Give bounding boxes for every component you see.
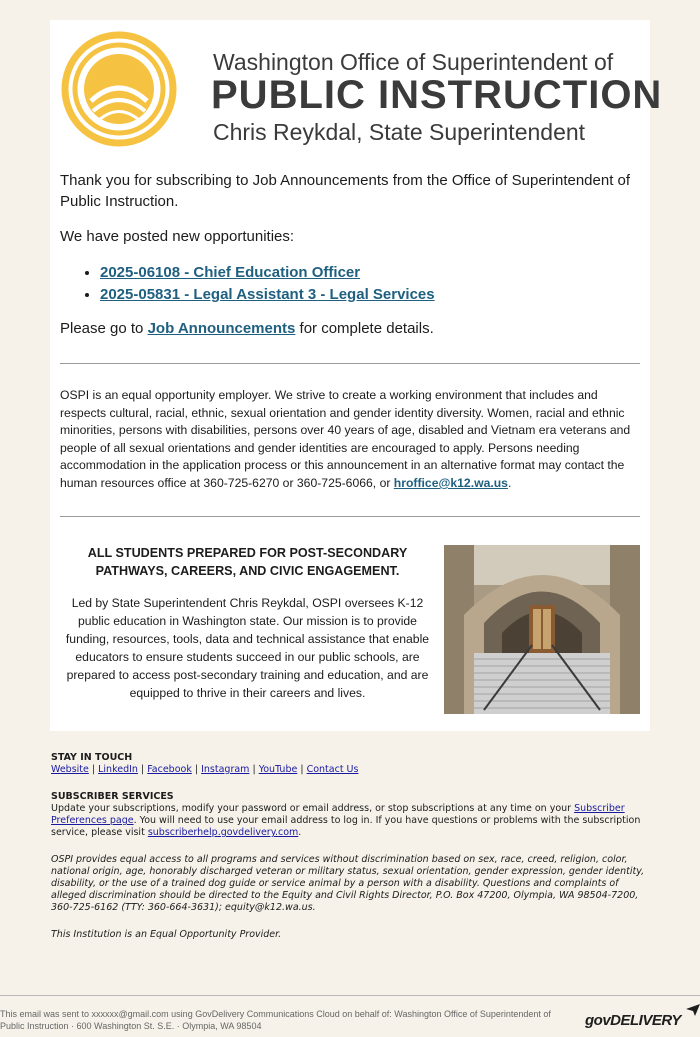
- goto-after: for complete details.: [295, 320, 434, 337]
- divider: [60, 363, 640, 364]
- header-line-3: Chris Reykdal, State Superintendent: [213, 119, 586, 145]
- equal-opportunity-statement: This Institution is an Equal Opportunity Provider.: [51, 929, 282, 940]
- email-card: [50, 20, 663, 731]
- mission-heading: ALL STUDENTS PREPARED FOR POST-SECONDARY PATHWAYS, CAREERS, AND CIVIC ENGAGEMENT.: [87, 546, 408, 578]
- job-list: [60, 262, 435, 306]
- email-footer: [51, 752, 651, 941]
- govdelivery-logo: govDELIVERY: [585, 1012, 681, 1029]
- header-line-1: Washington Office of Superintendent of: [213, 49, 614, 75]
- goto-before: Please go to: [60, 320, 148, 337]
- sub-text-1: Update your subscriptions, modify your password or email address, or stop subscriptions at any time on your: [51, 803, 575, 814]
- separator: |: [249, 764, 259, 775]
- stay-in-touch-title: STAY IN TOUCH: [51, 752, 133, 763]
- instagram-link[interactable]: Instagram: [201, 764, 250, 775]
- separator: |: [191, 764, 202, 775]
- ospi-sun-logo-icon: [61, 31, 177, 147]
- eeo-text: OSPI is an equal opportunity employer. We strive to create a working environment that includes and respects cultural, racial, ethnic, sexual orientation and gender identity diversity. Women, racial and ethnic minorities, persons with disabilities, persons over 40 years of age, disabled and Vietnam era veterans and people of all sexual orientations and gender identities are encouraged to apply. Persons needing accommodation in the application process or this announcement in an alternative format may contact the human resources office at 360-725-6270 or 360-725-6066, or: [60, 388, 631, 490]
- divider: [0, 995, 700, 996]
- sub-text-3: .: [298, 827, 302, 838]
- subscriber-preferences-link[interactable]: Subscriber Preferences page: [51, 803, 625, 826]
- posted-text: We have posted new opportunities:: [60, 228, 295, 245]
- job-link-1[interactable]: 2025-06108 - Chief Education Officer: [100, 264, 361, 281]
- divider: [60, 516, 640, 517]
- separator: |: [297, 764, 307, 775]
- list-item: [100, 284, 435, 306]
- subscriber-services-title: SUBSCRIBER SERVICES: [51, 791, 174, 802]
- subscriber-help-link[interactable]: subscriberhelp.govdelivery.com: [147, 827, 299, 838]
- intro-text: Thank you for subscribing to Job Announcements from the Office of Superintendent of Public Instruction.: [60, 172, 631, 210]
- facebook-link[interactable]: Facebook: [147, 764, 192, 775]
- ospi-header-logo: [61, 31, 663, 161]
- job-link-2[interactable]: 2025-05831 - Legal Assistant 3 - Legal Services: [100, 286, 435, 303]
- youtube-link[interactable]: YouTube: [258, 764, 298, 775]
- eeo-statement: [60, 387, 645, 493]
- eeo-end: .: [507, 475, 512, 490]
- govdelivery-disclaimer: This email was sent to xxxxxx@gmail.com using GovDelivery Communications Cloud on behalf of: Washington Office of Superintendent of Public Instruction · 600 Washington St. S.E. · Olympia, WA 98504: [0, 1009, 551, 1031]
- separator: |: [88, 764, 99, 775]
- subscriber-services-text: [51, 803, 651, 839]
- sub-text-2: . You will need to use your email address to log in. If you have questions or problems with the subscription service, please visit: [51, 815, 641, 838]
- job-announcements-link[interactable]: Job Announcements: [147, 320, 296, 337]
- website-link[interactable]: Website: [51, 764, 89, 775]
- mission-block: [60, 544, 435, 702]
- contact-us-link[interactable]: Contact Us: [306, 764, 359, 775]
- hr-email-link[interactable]: hroffice@k12.wa.us: [393, 475, 508, 490]
- header-line-2: PUBLIC INSTRUCTION: [211, 73, 663, 117]
- social-links: [51, 764, 651, 776]
- separator: |: [137, 764, 148, 775]
- list-item: [100, 262, 435, 284]
- building-entrance-photo: [444, 545, 640, 714]
- goto-text: [60, 320, 434, 337]
- nondiscrimination-statement: OSPI provides equal access to all programs and services without discrimination based on sex, race, creed, religion, color, national origin, age, honorably discharged veteran or military status, sexual orientation, gender expression, gender identity, disability, or the use of a trained dog guide or service animal by a person with a disability. Questions and complaints of alleged discrimination should be directed to the Equity and Civil Rights Director, P.O. Box 47200, Olympia, WA 98504-7200, 360-725-6162 (TTY: 360-664-3631); equity@k12.wa.us.: [51, 854, 645, 913]
- mission-body: Led by State Superintendent Chris Reykdal, OSPI oversees K-12 public education in Washington state. Our mission is to provide funding, resources, tools, data and technical assistance that enable educators to ensure students succeed in our public schools, are prepared to access post-secondary training and education, and are equipped to thrive in their careers and lives.: [65, 596, 430, 700]
- linkedin-link[interactable]: LinkedIn: [98, 764, 138, 775]
- paper-plane-icon: [686, 1004, 700, 1016]
